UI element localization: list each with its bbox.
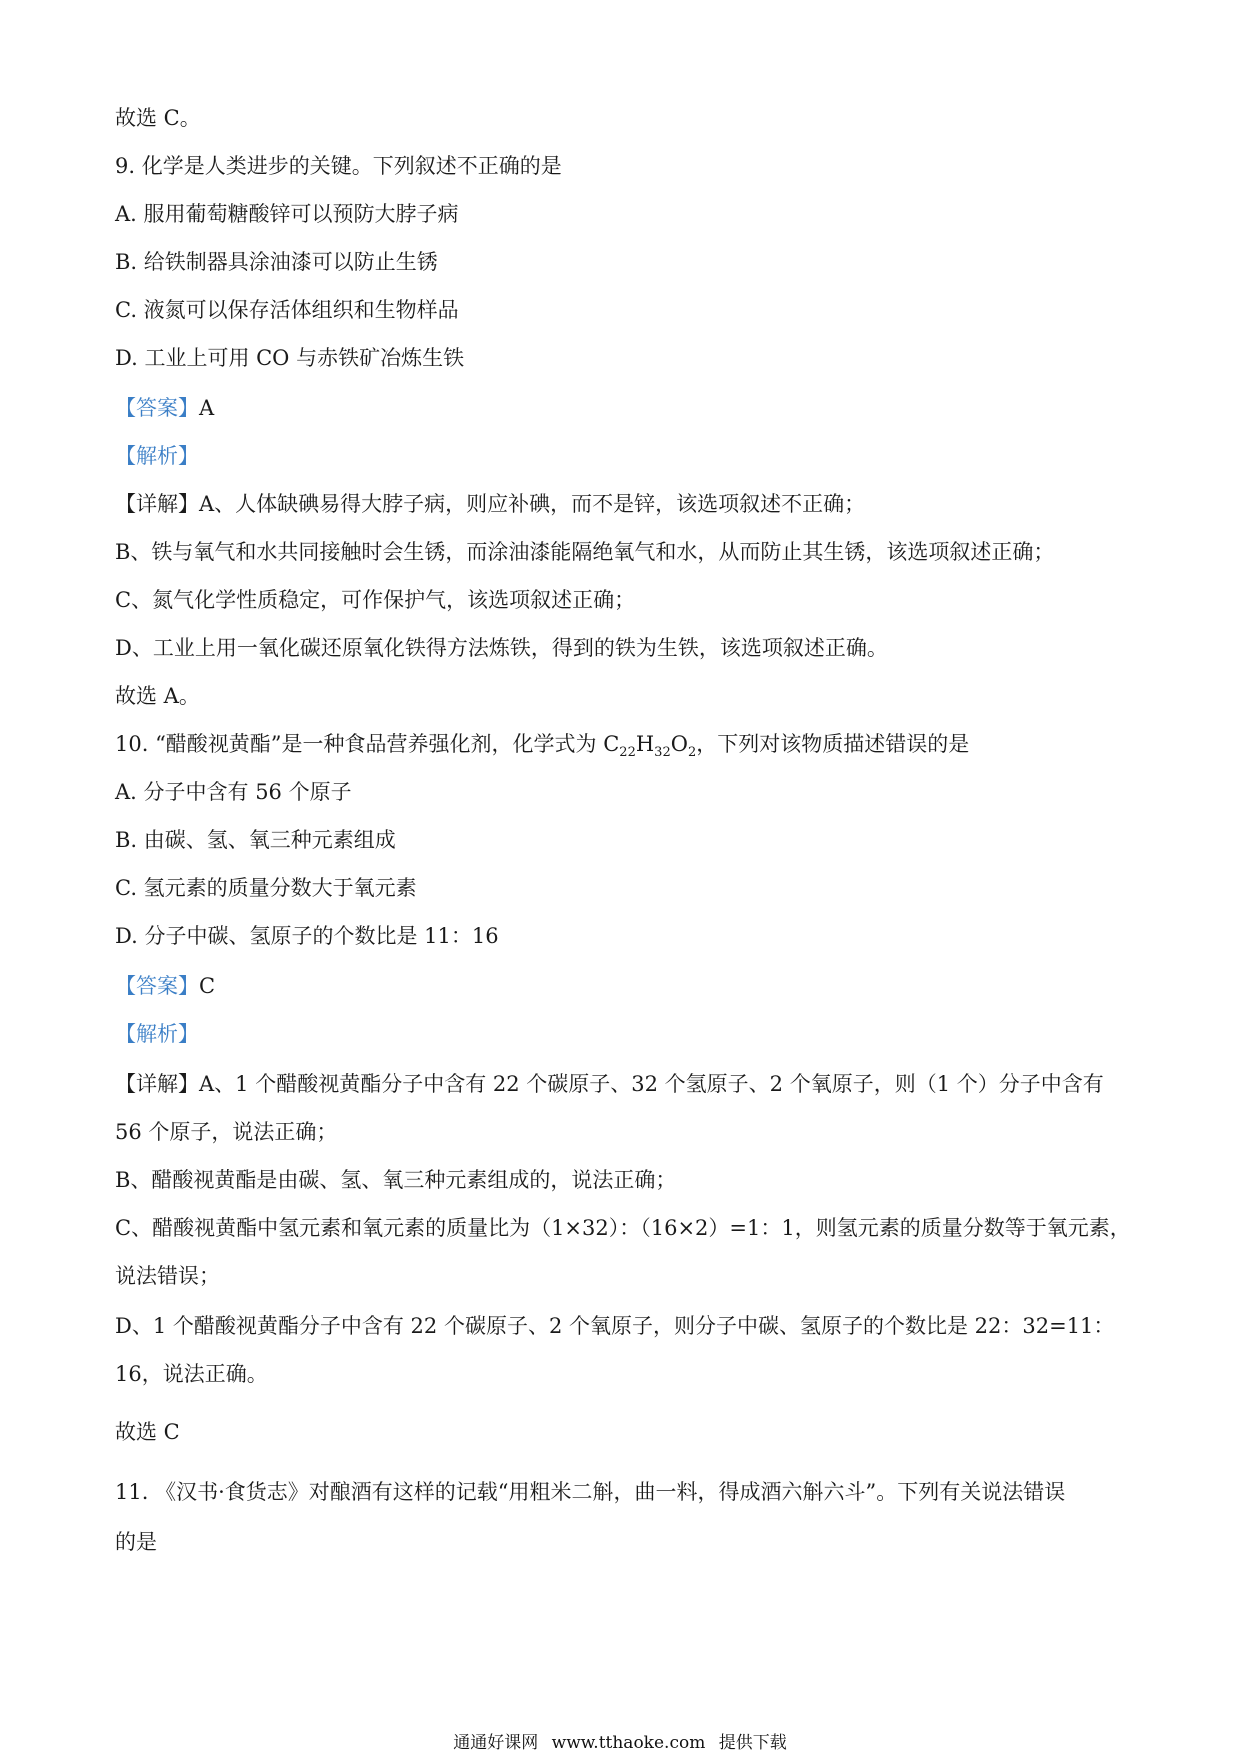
question-10-option-c: C. 氢元素的质量分数大于氧元素 [115, 876, 417, 900]
question-11-stem-line1: 11. 《汉书·食货志》对酿酒有这样的记载“用粗米二斛，曲一料，得成酒六斛六斗”。下列有关说法错误 [115, 1480, 1066, 1504]
question-10-explanation-d-line1: D、1 个醋酸视黄酯分子中含有 22 个碳原子、2 个氧原子，则分子中碳、氢原子的个数比是 22：32=11： [115, 1314, 1115, 1338]
answer-value: A [199, 396, 215, 420]
footer-url[interactable]: www.tthaoke.com [551, 1733, 706, 1753]
explanation-tag: 【详解】 [115, 492, 199, 516]
question-10-explanation-b: B、醋酸视黄酯是由碳、氢、氧三种元素组成的，说法正确； [115, 1168, 677, 1192]
question-10-stem [115, 730, 969, 767]
answer-value: C [199, 974, 216, 998]
question-9-explanation-a [115, 490, 865, 518]
answer-tag: 【答案】 [115, 974, 199, 998]
formula-subscript-h: 32 [654, 745, 671, 761]
question-10-explanation-d-line2: 16，说法正确。 [115, 1362, 268, 1386]
question-9-option-a: A. 服用葡萄糖酸锌可以预防大脖子病 [115, 202, 459, 226]
question-9-explanation-c: C、氮气化学性质稳定，可作保护气，该选项叙述正确； [115, 588, 636, 612]
analysis-tag: 【解析】 [115, 1022, 199, 1046]
question-9-stem: 9. 化学是人类进步的关键。下列叙述不正确的是 [115, 154, 562, 178]
question-9-option-d: D. 工业上可用 CO 与赤铁矿冶炼生铁 [115, 346, 465, 370]
formula-subscript-c: 22 [619, 745, 636, 761]
question-9-option-c: C. 液氮可以保存活体组织和生物样品 [115, 298, 459, 322]
question-10-explanation-a-line1 [115, 1070, 1104, 1098]
question-10-explanation-c-line1: C、醋酸视黄酯中氢元素和氧元素的质量比为（1×32）：（16×2）=1：1，则氢元素的质量分数等于氧元素， [115, 1216, 1131, 1240]
analysis-tag: 【解析】 [115, 444, 199, 468]
question-9-answer [115, 394, 214, 422]
stem-text-post: ，下列对该物质描述错误的是 [696, 732, 970, 756]
question-9-option-b: B. 给铁制器具涂油漆可以防止生锈 [115, 250, 438, 274]
question-10-analysis-tag [115, 1020, 199, 1048]
explanation-text: A、人体缺碘易得大脖子病，则应补碘，而不是锌，该选项叙述不正确； [199, 492, 866, 516]
formula-subscript-o: 2 [687, 745, 697, 761]
question-10-option-a: A. 分子中含有 56 个原子 [115, 780, 352, 804]
explanation-tag: 【详解】 [115, 1072, 199, 1096]
answer-tag: 【答案】 [115, 396, 199, 420]
question-10-explanation-c-line2: 说法错误； [115, 1264, 220, 1288]
paragraph-conclusion-q8: 故选 C。 [115, 106, 201, 130]
question-10-conclusion: 故选 C [115, 1420, 180, 1444]
question-9-explanation-b: B、铁与氧气和水共同接触时会生锈，而涂油漆能隔绝氧气和水，从而防止其生锈，该选项叙述正确； [115, 540, 1055, 564]
question-9-conclusion: 故选 A。 [115, 684, 200, 708]
explanation-text: A、1 个醋酸视黄酯分子中含有 22 个碳原子、32 个氢原子、2 个氧原子，则（1 个）分子中含有 [199, 1072, 1104, 1096]
question-10-option-b: B. 由碳、氢、氧三种元素组成 [115, 828, 396, 852]
footer-suffix: 提供下载 [718, 1733, 787, 1753]
stem-text-pre: 10. “醋酸视黄酯”是一种食品营养强化剂，化学式为 C [115, 732, 620, 756]
formula-o: O [670, 732, 688, 756]
question-10-answer [115, 972, 215, 1000]
question-11-stem-line2: 的是 [115, 1530, 157, 1554]
question-10-option-d: D. 分子中碳、氢原子的个数比是 11：16 [115, 924, 499, 948]
question-10-explanation-a-line2: 56 个原子，说法正确； [115, 1120, 338, 1144]
page-footer [0, 1728, 1240, 1753]
formula-h: H [635, 732, 655, 756]
question-9-explanation-d: D、工业上用一氧化碳还原氧化铁得方法炼铁，得到的铁为生铁，该选项叙述正确。 [115, 636, 888, 660]
question-9-analysis-tag [115, 442, 199, 470]
footer-site-name: 通通好课网 [453, 1733, 539, 1753]
